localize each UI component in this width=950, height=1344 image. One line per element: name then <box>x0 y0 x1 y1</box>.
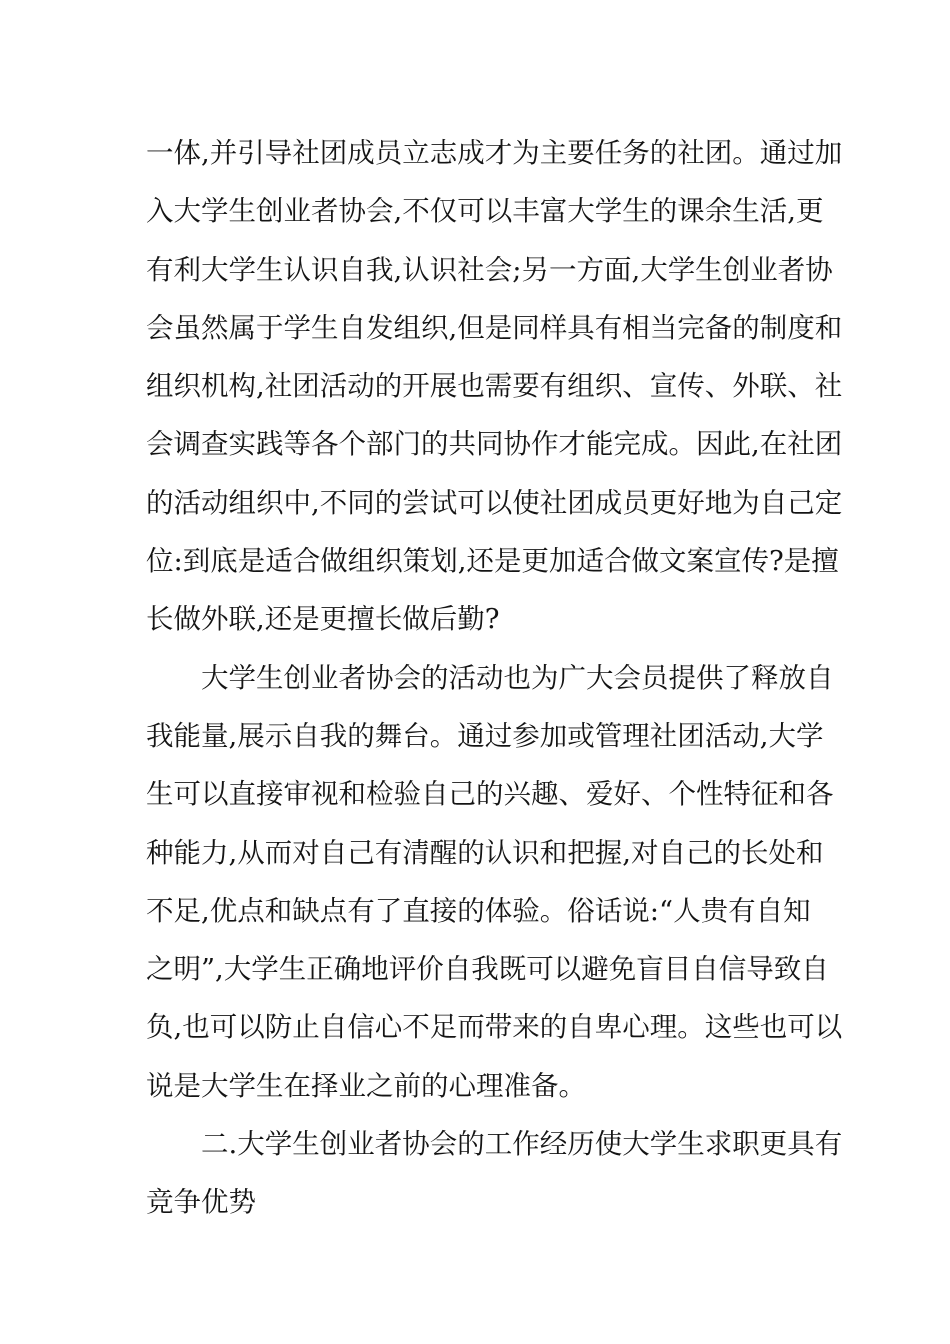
text-line: 组织机构,社团活动的开展也需要有组织、宣传、外联、社 <box>146 370 843 403</box>
text-line: 长做外联,还是更擅长做后勤? <box>146 603 500 636</box>
text-line: 不足,优点和缺点有了直接的体验。俗话说:“人贵有自知 <box>146 894 811 927</box>
section-heading <box>146 1115 843 1232</box>
paragraph-1 <box>146 124 843 649</box>
text-line: 的活动组织中,不同的尝试可以使社团成员更好地为自己定 <box>146 486 843 519</box>
text-line: 之明”,大学生正确地评价自我既可以避免盲目自信导致自 <box>146 953 829 986</box>
text-line: 有利大学生认识自我,认识社会;另一方面,大学生创业者协 <box>146 253 833 286</box>
heading-line: 二.大学生创业者协会的工作经历使大学生求职更具有 <box>201 1128 843 1161</box>
text-line: 说是大学生在择业之前的心理准备。 <box>146 1069 586 1102</box>
text-line: 负,也可以防止自信心不足而带来的自卑心理。这些也可以 <box>146 1011 843 1044</box>
text-line: 入大学生创业者协会,不仅可以丰富大学生的课余生活,更 <box>146 195 824 228</box>
text-line: 一体,并引导社团成员立志成才为主要任务的社团。通过加 <box>146 137 843 169</box>
text-line: 我能量,展示自我的舞台。通过参加或管理社团活动,大学 <box>146 719 824 752</box>
text-line: 大学生创业者协会的活动也为广大会员提供了释放自 <box>201 661 834 694</box>
text-line: 生可以直接审视和检验自己的兴趣、爱好、个性特征和各 <box>146 778 834 811</box>
paragraph-2 <box>146 649 843 1115</box>
text-line: 位:到底是适合做组织策划,还是更加适合做文案宣传?是擅 <box>146 545 839 578</box>
body-text <box>146 124 843 1232</box>
text-line: 种能力,从而对自己有清醒的认识和把握,对自己的长处和 <box>146 836 824 869</box>
text-line: 会虽然属于学生自发组织,但是同样具有相当完备的制度和 <box>146 311 843 344</box>
text-line: 会调查实践等各个部门的共同协作才能完成。因此,在社团 <box>146 428 843 461</box>
heading-line: 竞争优势 <box>146 1186 256 1219</box>
